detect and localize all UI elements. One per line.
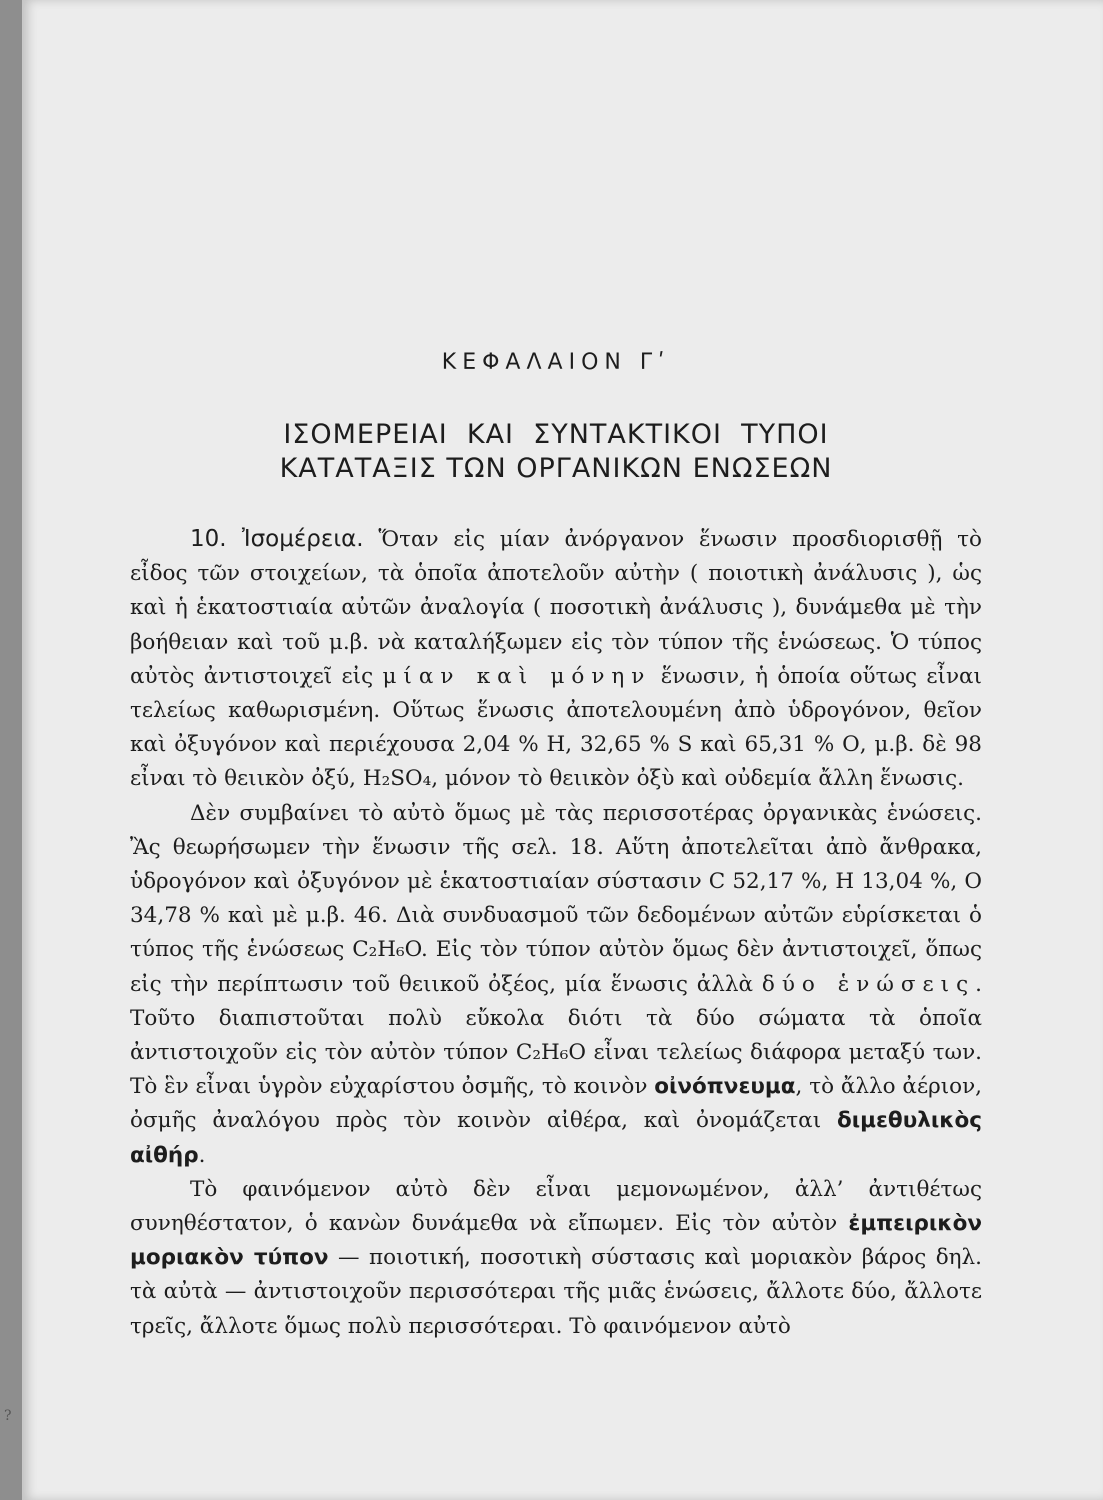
body-text: [130, 522, 982, 1344]
paragraph-phenomenon: [130, 1173, 982, 1344]
chapter-label: ΚΕΦΑΛΑΙΟΝ Γʹ: [441, 350, 671, 375]
bold-term-ethanol: οἰνόπνευμα: [654, 1074, 796, 1100]
paragraph-organic-compounds: [130, 797, 982, 1173]
paragraph-text: Ὅταν εἰς μίαν ἀνόργανον ἕνωσιν προσδιορισθῇ τὸ εἶδος τῶν στοιχείων, τὰ ὁποῖα ἀποτελοῦν αὐτὴν ( ποιοτικὴ ἀνάλυσις ), ὡς καὶ ἡ ἑκατοστιαία αὐτῶν ἀναλογία ( ποσοτικὴ ἀνάλυσις ), δυνάμεθα μὲ τὴν βοήθειαν καὶ τοῦ μ.β. νὰ καταλήξωμεν εἰς τὸν τύπον τῆς ἑνώσεως. Ὁ τύπος αὐτὸς ἀντιστοιχεῖ εἰς: [130, 527, 982, 689]
paragraph-text: — ποιοτική, ποσοτικὴ σύστασις καὶ μοριακὸν βάρος δηλ. τὰ αὐτὰ — ἀντιστοιχοῦν περισσότεραι τῆς μιᾶς ἑνώσεις, ἄλλοτε δύο, ἄλλοτε τρεῖς, ἄλλοτε ὅμως πολὺ περισσότεραι. Τὸ φαινόμενον αὐτὸ: [130, 1245, 983, 1339]
bold-term-empirical-formula: ἐμπειρικὸν μοριακὸν τύπον: [130, 1211, 982, 1271]
paragraph-text: Δὲν συμβαίνει τὸ αὐτὸ ὅμως μὲ τὰς περισσοτέρας ὀργανικὰς ἑνώσεις. Ἂς θεωρήσωμεν τὴν ἕνωσιν τῆς σελ. 18. Αὕτη ἀποτελεῖται ἀπὸ ἄνθρακα, ὑδρογόνον καὶ ὀξυγόνον μὲ ἑκατοστιαίαν σύστασιν C 52,17 %, Η 13,04 %, Ο 34,78 % καὶ μὲ μ.β. 46. Διὰ συνδυασμοῦ τῶν δεδομένων αὐτῶν εὑρίσκεται ὁ τύπος τῆς ἑνώσεως C₂H₆O. Εἰς τὸν τύπον αὐτὸν ὅμως δὲν ἀντιστοιχεῖ, ὅπως εἰς τὴν περίπτωσιν τοῦ θειικοῦ ὀξέος, μία ἕνωσις ἀλλὰ: [130, 800, 982, 997]
book-page: [22, 0, 1103, 1500]
paragraph-text: , τὸ ἄλλο ἀέριον, ὀσμῆς ἀναλόγου πρὸς τὸν κοινὸν αἰθέρα, καὶ ὀνομάζεται: [130, 1074, 982, 1134]
chapter-title-line-1: ΙΣΟΜΕΡΕΙΑΙ ΚΑΙ ΣΥΝΤΑΚΤΙΚΟΙ ΤΥΠΟΙ: [283, 419, 829, 450]
paragraph-isomerism-intro: [130, 522, 982, 797]
margin-mark: ?: [4, 1408, 12, 1424]
paragraph-text: . Τοῦτο διαπιστοῦται πολὺ εὔκολα διότι τὰ δύο σώματα τὰ ὁποῖα ἀντιστοιχοῦν εἰς τὸν αὐτὸν τύπον C₂H₆O εἶναι τελείως διάφορα μεταξύ των. Τὸ ἓν εἶναι ὑγρὸν εὐχαρίστου ὀσμῆς, τὸ κοινὸν: [130, 971, 982, 1100]
bold-term-dimethyl-ether: διμεθυλικὸς αἰθήρ: [130, 1108, 982, 1168]
spaced-emphasis: δύο ἑνώσεις: [761, 971, 976, 997]
section-heading: 10. Ἰσομέρεια.: [190, 526, 364, 552]
paragraph-text: .: [198, 1142, 206, 1168]
chapter-title: [130, 418, 982, 486]
spaced-emphasis: μίαν καὶ μόνην: [382, 663, 652, 689]
paragraph-text: Τὸ φαινόμενον αὐτὸ δὲν εἶναι μεμονωμένον, ἀλλ’ ἀντιθέτως συνηθέστατον, ὁ κανὼν δυνάμεθα νὰ εἴπωμεν. Εἰς τὸν αὐτὸν: [130, 1176, 982, 1237]
paragraph-text: ἕνωσιν, ἡ ὁποία οὕτως εἶναι τελείως καθωρισμένη. Οὕτως ἕνωσις ἀποτελουμένη ἀπὸ ὑδρογόνον, θεῖον καὶ ὀξυγόνον καὶ περιέχουσα 2,04 % Η, 32,65 % S καὶ 65,31 % Ο, μ.β. δὲ 98 εἶναι τὸ θειικὸν ὀξύ, H₂SO₄, μόνον τὸ θειικὸν ὀξὺ καὶ οὐδεμία ἄλλη ἕνωσις.: [130, 663, 982, 792]
chapter-title-line-2: ΚΑΤΑΤΑΞΙΣ ΤΩΝ ΟΡΓΑΝΙΚΩΝ ΕΝΩΣΕΩΝ: [279, 453, 833, 484]
